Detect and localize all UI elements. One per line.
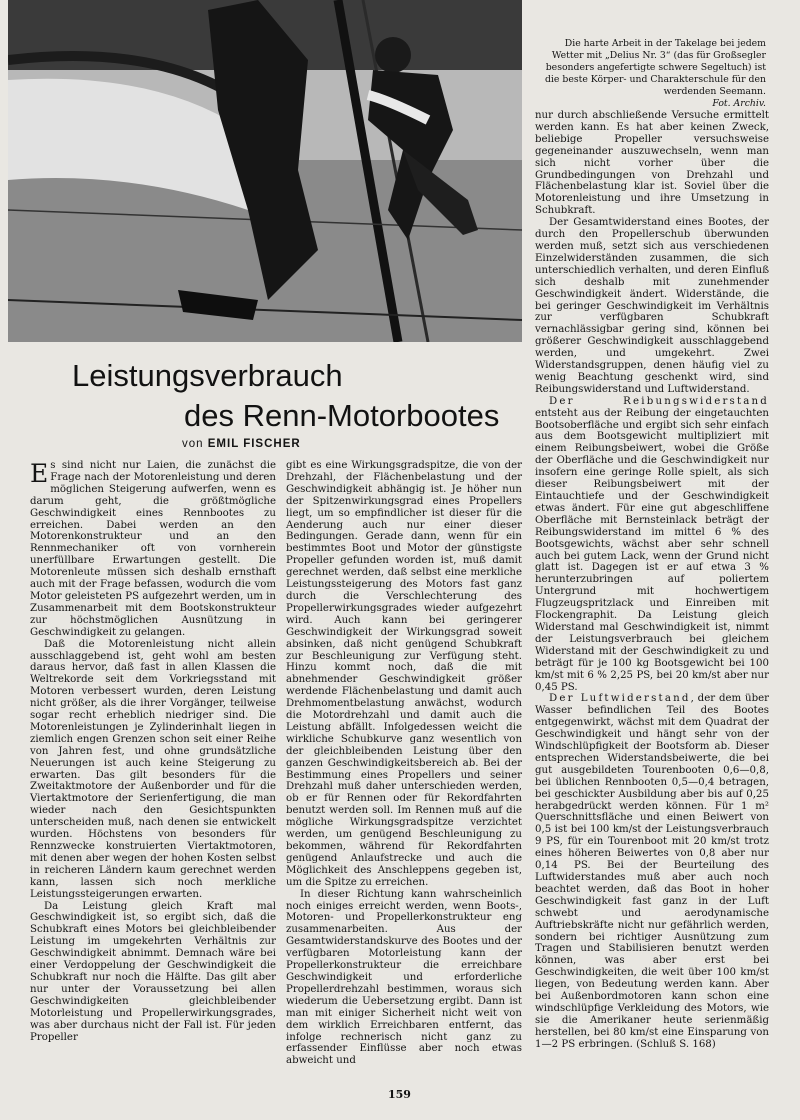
column-3 [535,110,769,1051]
byline [182,438,442,450]
photo-caption [532,38,766,111]
title-line-1: Leistungsverbrauch [72,358,343,393]
paragraph: In dieser Richtung kann wahrscheinlich noch einiges erreicht werden, wenn Boots-, Motoren- und Propellerkonstrukteur eng zusammenarbeiten. Aus der Gesamtwiderstandskurve des Bootes und der verfügbaren Motorleistung kann der Propellerkonstrukteur die erreichbare Geschwindigkeit und erforderliche Propellerdrehzahl bestimmen, woraus sich wiederum die Uebersetzung ergibt. Dann ist man mit einiger Sicherheit nicht weit von dem wirklich Erreichbaren entfernt, das infolge rechnerisch nicht ganz zu erfassender Einflüsse aber noch etwas abweicht und [286,888,522,1067]
drop-cap: E [30,459,49,488]
section-lead: Der Luftwiderstand [549,693,691,705]
photo-credit: Fot. Archiv. [712,98,766,110]
author-name: EMIL FISCHER [207,438,301,450]
paragraph-text: , der dem über Wasser befindlichen Teil des Bootes entgegenwirkt, wächst mit dem Quadrat der Geschwindigkeit und hängt sehr von der Windschlüpfigkeit der Bootsform ab. Dieser entsprechen Widerstandsbeiwerte, die bei gut ausgebildeten Tourenbooten 0,6—0,8, bei üblichen Rennbooten 0,5—0,4 betragen, bei geschickter Ausbildung aber bis auf 0,25 herabgedrückt werden können. Für 1 m² Querschnittsfläche und einen Beiwert von 0,5 ist bei 100 km/st der Leistungsverbrauch 9 PS, für ein Tourenboot mit 20 km/st trotz eines höheren Beiwertes von 0,8 aber nur 0,14 PS. Bei der Beurteilung des Luftwiderstandes muß aber auch noch beachtet werden, daß das Boot in hoher Geschwindigkeit fast ganz in der Luft schwebt und aerodynamische Auftriebskräfte nicht nur gefährlich werden, sondern bei richtiger Ausnützung zum Tragen und Stabilisieren benutzt werden können, was aber erst bei Geschwindigkeiten, die weit über 100 km/st liegen, von Bedeutung werden kann. Aber bei Außenbordmotoren kann schon eine windschlüpfige Verkleidung des Motors, wie sie die Amerikaner heute serienmäßig herstellen, bei 80 km/st eine Einsparung von 1—2 PS erbringen. [535,693,769,1050]
paragraph-text: entsteht aus der Reibung der eingetauchten Bootsoberfläche und ergibt sich sehr einfach aus dem Bootsgewicht multipliziert mit einem Reibungsbeiwert, wobei die Größe der Oberfläche und die Geschwindigkeit nur insofern eine geringe Rolle spielt, als sich dieser Reibungsbeiwert mit der Eintauchtiefe und der Geschwindigkeit etwas ändert. Für eine gut abgeschliffene Oberfläche mit Bernsteinlack beträgt der Reibungswiderstand im mittel 6 % des Bootsgewichts, wächst aber sehr schnell auch bei gutem Lack, wenn der Grund nicht glatt ist. Dagegen ist er auf etwa 3 % herunterzubringen auf poliertem Untergrund mit hochwertigem Flugzeugspritzlack und Einreiben mit Flockengraphit. Da Leistung gleich Widerstand mal Geschwindigkeit ist, nimmt der Leistungsverbrauch bei gleichem Widerstand mit der Geschwindigkeit zu und beträgt für je 100 kg Bootsgewicht bei 100 km/st mit 6 % 2,25 PS, bei 20 km/st aber nur 0,45 PS. [535,407,769,693]
byline-von: von [182,438,204,450]
paragraph: Der Gesamtwiderstand eines Bootes, der durch den Propellerschub überwunden werden muß, setzt sich aus verschiedenen Einzelwiderständen zusammen, die sich unterschiedlich verhalten, und deren Einfluß sich deshalb mit zunehmender Geschwindigkeit ändert. Widerstände, die bei geringer Geschwindigkeit im Verhältnis zur verfügbaren Schubkraft vernachlässigbar gering sind, können bei größerer Geschwindigkeit ausschlaggebend werden, und umgekehrt. Zwei Widerstandsgruppen, denen häufig viel zu wenig Beachtung geschenkt wird, sind Reibungswiderstand und Luftwiderstand. [535,217,769,395]
paragraph: Da Leistung gleich Kraft mal Geschwindigkeit ist, so ergibt sich, daß die Schubkraft eines Motors bei gleichbleibender Leistung im umgekehrten Verhältnis zur Geschwindigkeit abnimmt. Demnach wäre bei einer Verdoppelung der Geschwindigkeit die Schubkraft nur noch die Hälfte. Das gilt aber nur unter der Voraussetzung bei allen Geschwindigkeiten gleichbleibender Motorleistung und Propellerwirkungsgrades, was aber durchaus nicht der Fall ist. Für jeden Propeller [30,900,276,1043]
page-number: 159 [388,1088,411,1101]
title-line-2: des Renn-Motorbootes [184,398,500,433]
paragraph-text: s sind nicht nur Laien, die zunächst die Frage nach der Motorenleistung und deren möglichen Steigerung aufwerfen, wenn es darum geht, die größtmögliche Geschwindigkeit eines Rennbootes zu erreichen. Dabei werden an den Motorenkonstrukteur und an den Rennmechaniker oft von vornherein unerfüllbare Erwartungen gestellt. Die Motorenleute müssen sich deshalb ernsthaft auch mit der Frage befassen, wodurch die vom Motor geleisteten PS aufgezehrt werden, um in Zusammenarbeit mit dem Bootskonstrukteur zur höchstmöglichen Ausnützung in Geschwindigkeit zu gelangen. [30,460,276,638]
paragraph: Daß die Motorenleistung nicht allein ausschlaggebend ist, geht wohl am besten daraus hervor, daß fast in allen Klassen die Weltrekorde seit dem Vorkriegsstand mit Motoren verbessert wurden, deren Leistung nicht größer, als die ihrer Vorgänger, teilweise sogar recht erheblich niedriger sind. Die Motorenleistungen je Zylinderinhalt liegen in ziemlich engen Grenzen schon seit einer Reihe von Jahren fest, und ohne grundsätzliche Neuerungen ist auch keine Steigerung zu erwarten. Das gilt besonders für die Zweitaktmotore der Außenborder und für die Viertaktmotore der Serienfertigung, die man wieder nach den Gesichtspunkten unterscheiden muß, nach denen sie entwickelt wurden. Höchstens von besonders für Rennzwecke konstruierten Viertaktmotoren, mit denen aber wegen der hohen Kosten selbst in reicheren Ländern kaum gerechnet werden kann, lassen sich noch merkliche Leistungssteigerungen erwarten. [30,638,276,900]
paragraph: nur durch abschließende Versuche ermittelt werden kann. Es hat aber keinen Zweck, beliebige Propeller versuchsweise gegeneinander auszuwechseln, wenn man sich nicht vorher über die Grundbedingungen von Drehzahl und Flächenbelastung klar ist. Soviel über die Motorenleistung und ihre Umsetzung in Schubkraft. [535,110,769,217]
caption-text: Die harte Arbeit in der Takelage bei jedem Wetter mit „Delius Nr. 3“ (das für Großsegler besonders angefertigte schwere Segeltuch) ist die beste Körper- und Charakterschule für den werdenden Seemann. [544,38,766,98]
continuation-note: (Schluß S. 168) [632,1038,716,1050]
column-2 [286,460,522,1067]
column-1 [30,460,276,1043]
rigging-photo [8,0,522,342]
article-title [72,356,532,436]
paragraph [535,693,769,1050]
paragraph: gibt es eine Wirkungsgradspitze, die von der Drehzahl, der Flächenbelastung und der Geschwindigkeit abhängig ist. Je höher nun der Spitzenwirkungsgrad eines Propellers liegt, um so empfindlicher ist dieser für die Aenderung auch nur einer dieser Bedingungen. Gerade dann, wenn für ein bestimmtes Boot und Motor der günstigste Propeller gefunden worden ist, muß damit gerechnet werden, daß selbst eine merkliche Leistungssteigerung des Motors fast ganz durch die Verschlechterung des Propellerwirkungsgrades wieder aufgezehrt wird. Auch kann bei geringerer Geschwindigkeit der Wirkungsgrad soweit absinken, daß nicht genügend Schubkraft zur Beschleunigung zur Verfügung steht. Hinzu kommt noch, daß die mit abnehmender Geschwindigkeit größer werdende Flächenbelastung und damit auch Drehmomentbelastung anwächst, wodurch die Motordrehzahl und damit auch die Leistung abfällt. Infolgedessen weicht die wirkliche Schubkurve ganz wesentlich von der gleichbleibenden Leistung über den ganzen Geschwindigkeitsbereich ab. Bei der Bestimmung eines Propellers und seiner Drehzahl muß daher unterschieden werden, ob er für Rennen oder für Rekordfahrten benutzt werden soll. Im Rennen muß auf die mögliche Wirkungsgradspitze verzichtet werden, um genügend Beschleunigung zu bekommen, während für Rekordfahrten genügend Anlaufstrecke und auch die Möglichkeit des Anschleppens gegeben ist, um die Spitze zu erreichen. [286,460,522,888]
sailors-rigging-illustration [8,0,522,342]
paragraph [535,396,769,694]
section-lead: Der Reibungswiderstand [549,395,769,407]
paragraph [30,460,276,639]
